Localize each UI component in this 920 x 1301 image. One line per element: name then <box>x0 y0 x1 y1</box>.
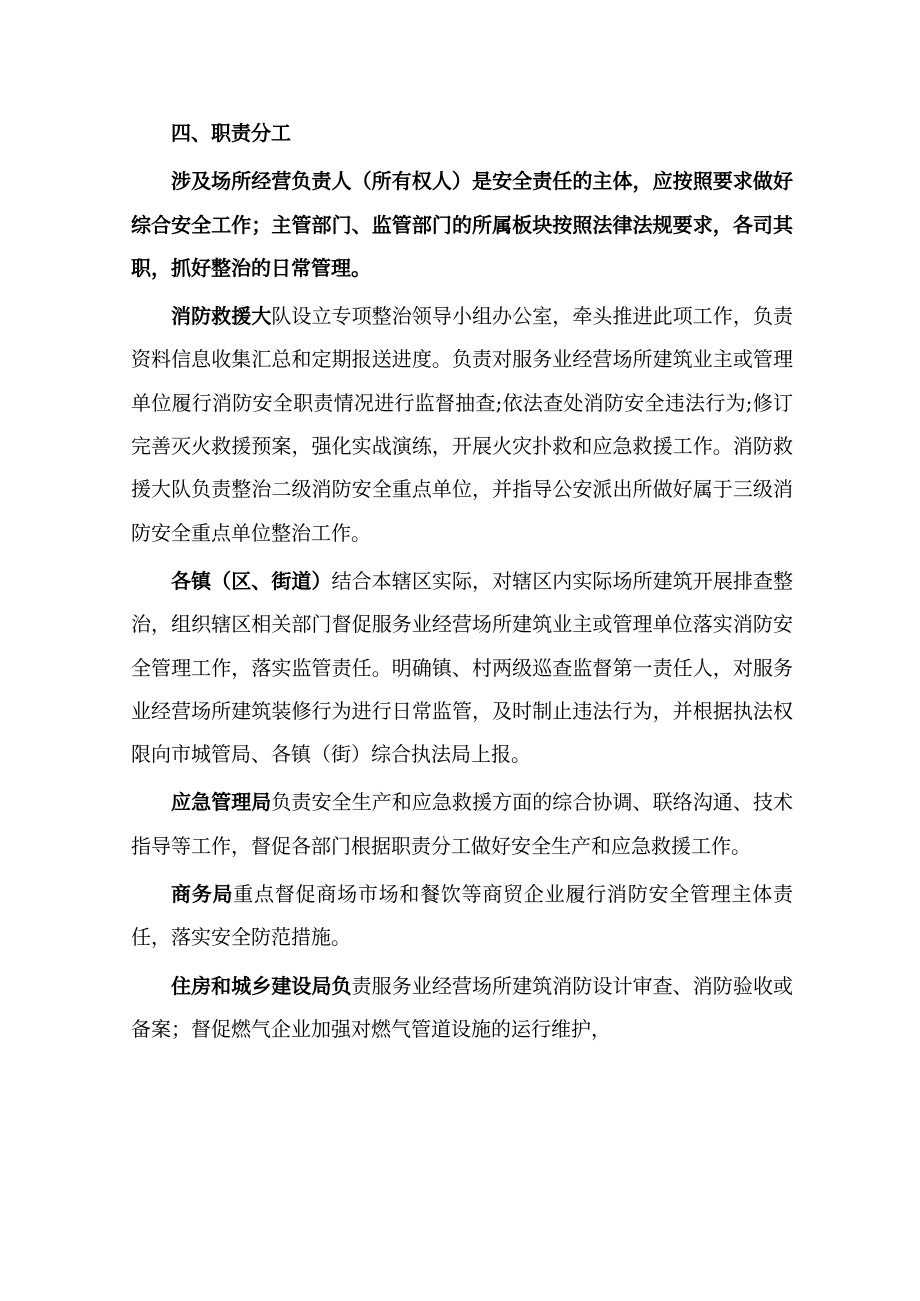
section-heading: 四、职责分工 <box>171 121 291 145</box>
paragraph-text: 责服务业经营场所建筑消防设计审查、消防验收或备案；督促燃气企业加强对燃气管道设施的运行维护， <box>131 973 794 1041</box>
paragraph-towns <box>131 560 793 776</box>
paragraph-text: 重点督促商场市场和餐饮等商贸企业履行消防安全管理主体责任，落实安全防范措施。 <box>131 882 794 950</box>
paragraph-lead: 商务局 <box>171 882 234 907</box>
paragraph-text: 涉及场所经营负责人（所有权人）是安全责任的主体，应按照要求做好综合安全工作；主管部门、监管部门的所属板块按照法律法规要求，各司其职，抓好整治的日常管理。 <box>131 169 793 280</box>
paragraph-fire-rescue <box>131 295 793 555</box>
paragraph-lead: 各镇（区、街道） <box>171 568 332 593</box>
paragraph-text: 负责安全生产和应急救援方面的综合协调、联络沟通、技术指导等工作，督促各部门根据职责分工做好安全生产和应急救援工作。 <box>131 790 794 858</box>
paragraph-responsibility-subject <box>131 160 793 290</box>
paragraph-commerce-bureau <box>131 873 793 960</box>
paragraph-text: 结合本辖区实际，对辖区内实际场所建筑开展排查整治，组织辖区相关部门督促服务业经营场所建筑业主或管理单位落实消防安全管理工作，落实监管责任。明确镇、村两级巡查监督第一责任人，对服务业经营场所建筑装修行为进行日常监管，及时制止违法行为，并根据执法权限向市城管局、各镇（街）综合执法局上报。 <box>131 568 794 767</box>
paragraph-housing-bureau <box>131 965 793 1052</box>
paragraph-lead: 消防救援大 <box>171 304 272 329</box>
paragraph-lead: 住房和城乡建设局负 <box>171 973 352 998</box>
paragraph-lead: 应急管理局 <box>171 790 272 815</box>
paragraph-emergency-bureau <box>131 781 793 868</box>
document-body <box>131 112 793 1056</box>
paragraph-text: 队设立专项整治领导小组办公室，牵头推进此项工作，负责资料信息收集汇总和定期报送进度。负责对服务业经营场所建筑业主或管理单位履行消防安全职责情况进行监督抽查;依法查处消防安全违法行为;修订完善灭火救援预案，强化实战演练，开展火灾扑救和应急救援工作。消防救援大队负责整治二级消防安全重点单位，并指导公安派出所做好属于三级消防安全重点单位整治工作。 <box>131 304 794 545</box>
